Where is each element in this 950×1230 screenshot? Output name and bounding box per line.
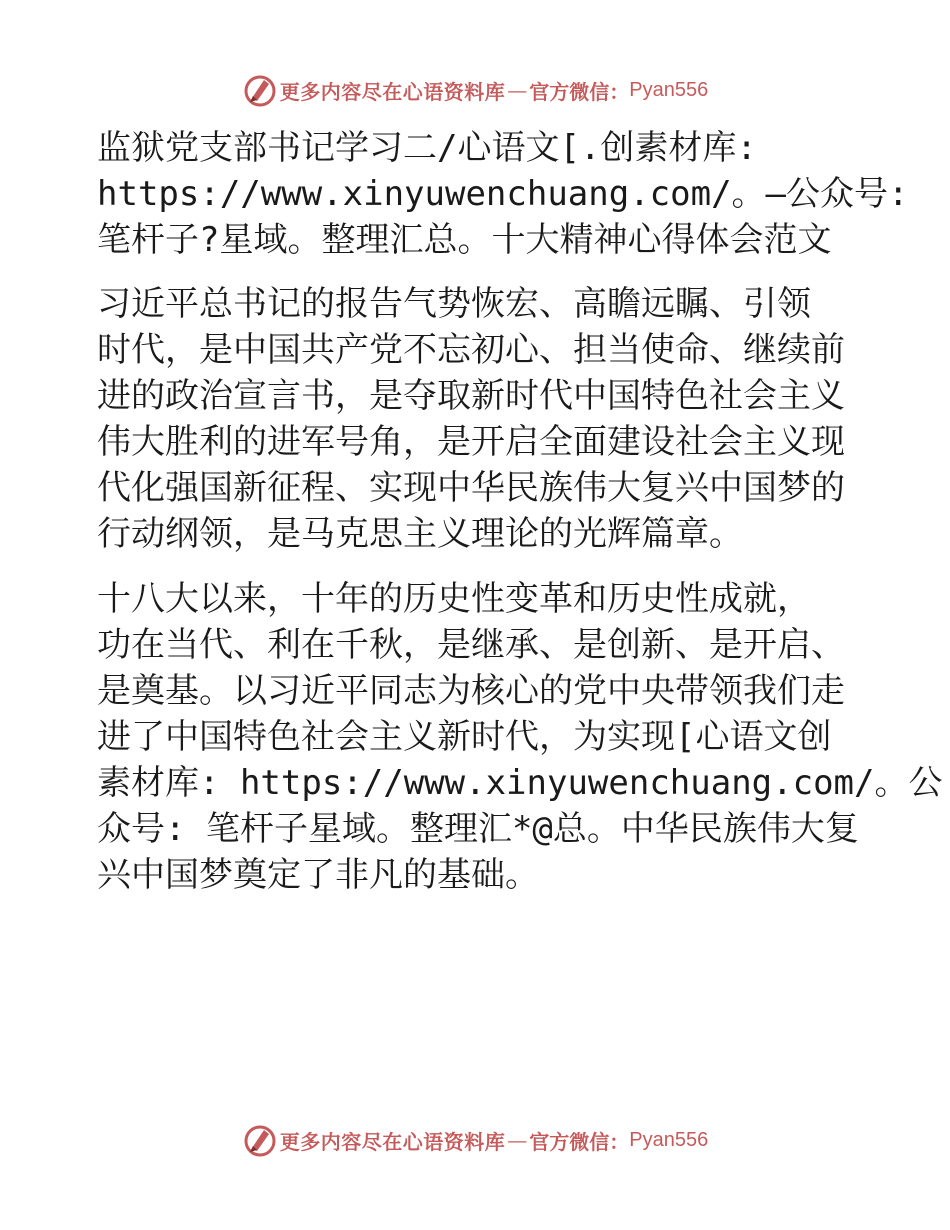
pen-logo-icon (242, 72, 278, 108)
paragraph-line: 代化强国新征程、实现中华民族伟大复兴中国梦的 (97, 468, 845, 508)
paragraph-line: 兴中国梦奠定了非凡的基础。 (97, 855, 539, 895)
banner-wechat-id: Pyan556 (629, 1128, 709, 1151)
paragraph-line: 伟大胜利的进军号角，是开启全面建设社会主义现 (97, 422, 845, 462)
banner-wechat-id: Pyan556 (629, 78, 709, 101)
paragraph-line: 进的政治宣言书，是夺取新时代中国特色社会主义 (97, 376, 845, 416)
paragraph-line: 众号: 笔杆子星域。整理汇*@总。中华民族伟大复 (97, 809, 859, 849)
banner-slogan: 更多内容尽在心语资料库 (279, 79, 506, 104)
paragraph-line-link: 素材库: https://www.xinyuwenchuang.com/。公 (97, 763, 943, 803)
paragraph-line: 笔杆子?星域。整理汇总。十大精神心得体会范文 (97, 220, 832, 260)
paragraph-line: 时代，是中国共产党不忘初心、担当使命、继续前 (97, 330, 845, 370)
banner-wechat-label: 官方微信： (529, 1129, 630, 1154)
paragraph-line: 进了中国特色社会主义新时代，为实现[心语文创 (97, 717, 832, 757)
paragraph-1 (97, 125, 909, 263)
paragraph-line: 是奠基。以习近平同志为核心的党中央带领我们走 (97, 671, 845, 711)
paragraph-line: 十八大以来，十年的历史性变革和历史性成就， (97, 579, 811, 619)
paragraph-line-link: https://www.xinyuwenchuang.com/。—公众号: (97, 174, 909, 214)
paragraph-line: 习近平总书记的报告气势恢宏、高瞻远瞩、引领 (97, 284, 811, 324)
banner-slogan: 更多内容尽在心语资料库 (279, 1129, 506, 1154)
footer-banner (0, 1120, 950, 1160)
paragraph-line: 监狱党支部书记学习二/心语文[.创素材库: (97, 128, 757, 168)
banner-separator: — (507, 1128, 528, 1152)
paragraph-2 (97, 281, 857, 557)
paragraph-3 (97, 576, 943, 898)
pen-logo-icon (242, 1122, 278, 1158)
paragraph-line: 功在当代、利在千秋，是继承、是创新、是开启、 (97, 625, 845, 665)
banner-separator: — (507, 78, 528, 102)
document-body (97, 125, 943, 898)
header-banner (0, 70, 950, 110)
paragraph-line: 行动纲领，是马克思主义理论的光辉篇章。 (97, 514, 743, 554)
banner-wechat-label: 官方微信： (529, 79, 630, 104)
